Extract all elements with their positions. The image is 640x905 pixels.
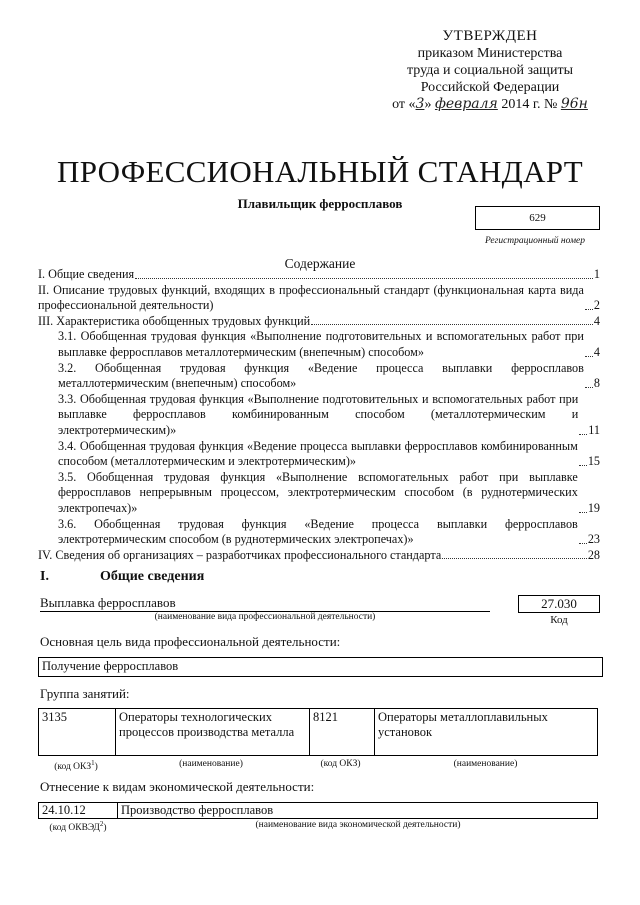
toc-item[interactable]: 3.1. Обобщенная трудовая функция «Выполнение подготовительных и вспомогательных работ при выплавке ферросплавов металлотермическим (внепечным) способом» 4 xyxy=(58,329,600,359)
table-of-contents xyxy=(38,267,600,563)
order-mid-1: » xyxy=(424,97,435,112)
toc-item[interactable]: 3.6. Обобщенная трудовая функция «Ведение процесса выплавки ферросплавов электротермическим способом (в руднотермических электропечах)» 23 xyxy=(58,516,600,547)
goal-label: Основная цель вида профессиональной деятельности: xyxy=(40,634,341,649)
registration-number-box: 629 xyxy=(475,206,600,230)
contents-title: Содержание xyxy=(284,256,356,271)
document-subtitle: Плавильщик ферросплавов xyxy=(237,196,403,211)
order-month: февраля xyxy=(434,96,498,112)
okz-name-1: Операторы технологических процессов производства металла xyxy=(116,709,310,756)
okz-code-2: 8121 xyxy=(310,709,375,756)
toc-item[interactable]: 3.5. Обобщенная трудовая функция «Выполнение вспомогательных работ при выплавке ферросплавов непрерывным процессом, электротермическим способом (в руднотермических электропечах)» 19 xyxy=(58,469,600,515)
order-number: 96н xyxy=(560,96,588,112)
okz-name-2: Операторы металлоплавильных установок xyxy=(375,709,598,756)
registration-number-label: Регистрационный номер xyxy=(484,236,586,246)
activity-name-field: Выплавка ферросплавов xyxy=(40,595,490,612)
econ-label: Отнесение к видам экономической деятельности: xyxy=(40,779,315,794)
toc-item[interactable]: I. Общие сведения 1 xyxy=(38,267,600,281)
section-title: Общие сведения xyxy=(100,569,205,584)
document-title: ПРОФЕССИОНАЛЬНЫЙ СТАНДАРТ xyxy=(57,154,583,189)
toc-item[interactable]: 3.4. Обобщенная трудовая функция «Ведение процесса выплавки ферросплавов комбинированным способом (металлотермическим и электротермическим)» 15 xyxy=(58,438,600,469)
order-prefix: от « xyxy=(392,97,416,112)
approval-line-2: труда и социальной защиты xyxy=(407,63,573,78)
okved-name-caption: (наименование вида экономической деятельности) xyxy=(255,820,461,830)
group-label: Группа занятий: xyxy=(40,686,130,701)
okved-name: Производство ферросплавов xyxy=(118,803,598,819)
toc-item[interactable]: II. Описание трудовых функций, входящих в профессиональный стандарт (функциональная карта вида профессиональной деятельности) 2 xyxy=(38,282,600,313)
section-heading xyxy=(40,569,204,585)
approval-line-3: Российской Федерации xyxy=(420,80,560,95)
toc-item[interactable]: 3.3. Обобщенная трудовая функция «Выполнение подготовительных и вспомогательных работ при выплавке ферросплавов комбинированным способом (металлотермическим и электротермическим)» 11 xyxy=(58,391,600,437)
activity-code-box: 27.030 xyxy=(518,595,600,613)
activity-code-caption: Код xyxy=(550,614,568,626)
section-number: I. xyxy=(40,569,49,584)
okz-code-caption-1: (код ОКЗ$^1$) xyxy=(54,759,98,773)
approval-line-1: приказом Министерства xyxy=(417,46,563,61)
toc-item[interactable]: III. Характеристика обобщенных трудовых функций 4 xyxy=(38,313,600,328)
order-mid-2: 2014 г. № xyxy=(497,97,561,112)
okved-code-caption: (код ОКВЭД$^2$) xyxy=(49,820,107,834)
activity-name-caption: (наименование вида профессиональной деятельности) xyxy=(154,612,376,622)
toc-item[interactable]: 3.2. Обобщенная трудовая функция «Ведение процесса выплавки ферросплавов металлотермическим (внепечным) способом» 8 xyxy=(58,360,600,391)
approval-block xyxy=(370,28,610,113)
okz-code-caption-2: (код ОКЗ) xyxy=(320,759,361,769)
goal-value-box: Получение ферросплавов xyxy=(38,657,603,677)
econ-activity-table xyxy=(38,802,598,819)
order-day: 3 xyxy=(415,96,425,112)
okz-code-1: 3135 xyxy=(39,709,116,756)
approval-order-line xyxy=(370,96,610,113)
toc-item[interactable]: IV. Сведения об организациях – разработчиках профессионального стандарта 28 xyxy=(38,547,600,562)
okved-code: 24.10.12 xyxy=(39,803,118,819)
approval-title: УТВЕРЖДЕН xyxy=(442,28,538,44)
okz-name-caption-2: (наименование) xyxy=(453,759,518,769)
okz-name-caption-1: (наименование) xyxy=(179,759,243,769)
occupation-group-table xyxy=(38,708,598,756)
